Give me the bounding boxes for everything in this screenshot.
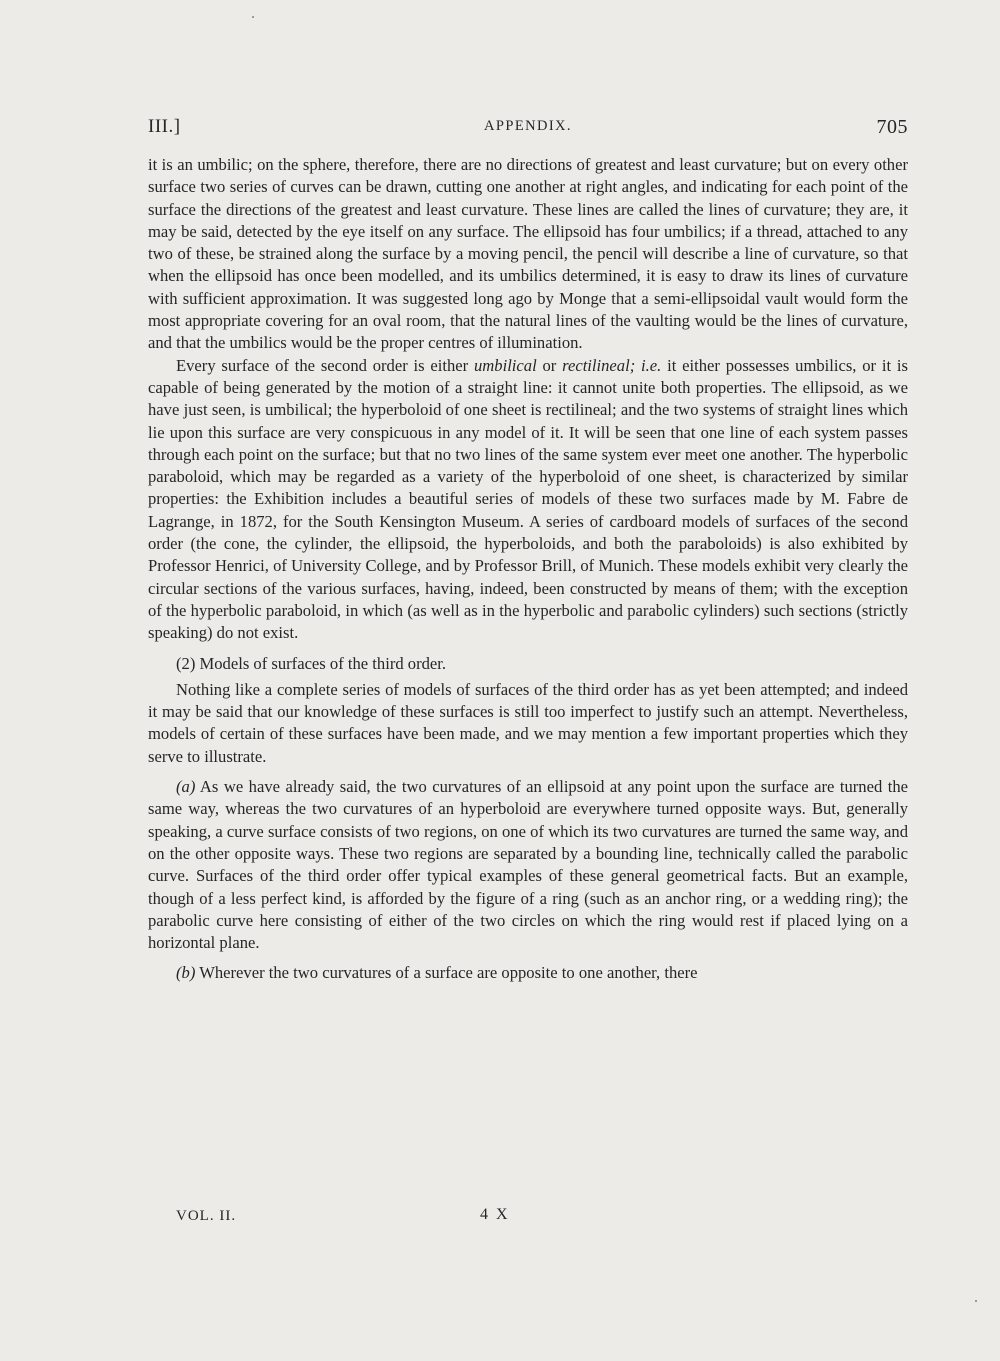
- running-title: APPENDIX.: [484, 118, 572, 134]
- paragraph-b: [148, 962, 908, 984]
- signature-mark: 4 X: [480, 1206, 510, 1223]
- page-number: 705: [876, 116, 908, 138]
- paragraph-text: it either possesses umbilics, or it is capable of being generated by the motion of a straight line: it cannot unite both properties. The ellipsoid, as we have just seen, is umbilical; the hyperboloid of one sheet is rectilineal; and the two systems of straight lines which lie upon this surface are very conspicuous in any model of it. It will be seen that one line of each system passes through each point on the surface; but that no two lines of the same system ever meet one another. The hyperbolic paraboloid, which may be regarded as a variety of the hyperboloid of one sheet, is characterized by similar properties: the Exhibition includes a beautiful series of models of these two surfaces made by M. Fabre de Lagrange, in 1872, for the South Kensington Museum. A series of cardboard models of surfaces of the second order (the cone, the cylinder, the ellipsoid, the hyperboloids, and both the paraboloids) is also exhibited by Professor Henrici, of University College, and by Professor Brill, of Munich. These models exhibit very clearly the circular sections of the various surfaces, having, indeed, been constructed by means of them; with the exception of the hyperbolic paraboloid, in which (as well as in the hyperbolic and parabolic cylinders) such sections (strictly speaking) do not exist.: [148, 355, 908, 643]
- paragraph-text: or: [536, 355, 563, 375]
- italic-term: umbilical: [474, 355, 537, 375]
- item-label: (a): [176, 777, 196, 797]
- paragraph-text: Wherever the two curvatures of a surface are opposite to one another, there: [195, 963, 698, 983]
- running-header: [148, 116, 908, 144]
- item-label: (b): [176, 963, 196, 983]
- section-marker: III.]: [148, 116, 181, 137]
- section-heading-third-order: (2) Models of surfaces of the third order.: [176, 653, 447, 673]
- paper-speck: [975, 1300, 977, 1302]
- paragraph-a: [148, 776, 908, 954]
- paragraph-third-order: Nothing like a complete series of models of surfaces of the third order has as yet been attempted; and indeed it may be said that our knowledge of these surfaces is still too imperfect to justify such an attempt. Nevertheless, models of certain of these surfaces have been made, and we may mention a few important properties which they serve to illustrate.: [148, 679, 908, 766]
- page-footer: [176, 1206, 876, 1230]
- paragraph-text: Every surface of the second order is either: [176, 355, 474, 375]
- paper-speck: [252, 16, 254, 18]
- italic-term: rectilineal; i.e.: [562, 355, 662, 375]
- volume-marker: VOL. II.: [176, 1208, 237, 1224]
- paragraph-second-order: [148, 355, 908, 645]
- paragraph-umbilic: it is an umbilic; on the sphere, therefore, there are no directions of greatest and least curvature; but on every other surface two series of curves can be drawn, cutting one another at right angles, and indicating for each point of the surface the directions of the greatest and least curvature. These lines are called the lines of curvature; they are, it may be said, detected by the eye itself on any surface. The ellipsoid has four umbilics; if a thread, attached to any two of these, be strained along the surface by a moving pencil, the pencil will describe a line of curvature, so that when the ellipsoid has once been modelled, and its umbilics determined, it is easy to draw its lines of curvature with sufficient approximation. It was suggested long ago by Monge that a semi-ellipsoidal vault would form the most appropriate covering for an oval room, that the natural lines of the vaulting would be the lines of curvature, and that the umbilics would be the proper centres of illumination.: [148, 155, 908, 353]
- paragraph-text: As we have already said, the two curvatures of an ellipsoid at any point upon the surface are turned the same way, whereas the two curvatures of an hyperboloid are everywhere turned opposite ways. But, generally speaking, a curve surface consists of two regions, on one of which its two curvatures are turned the same way, and on the other opposite ways. These two regions are separated by a bounding line, technically called the parabolic curve. Surfaces of the third order offer typical examples of these general geometrical facts. But an example, though of a less perfect kind, is afforded by the figure of a ring (such as an anchor ring, or a wedding ring); the parabolic curve here consisting of either of the two circles on which the ring would rest if placed lying on a horizontal plane.: [148, 777, 908, 953]
- body-text: [148, 154, 908, 985]
